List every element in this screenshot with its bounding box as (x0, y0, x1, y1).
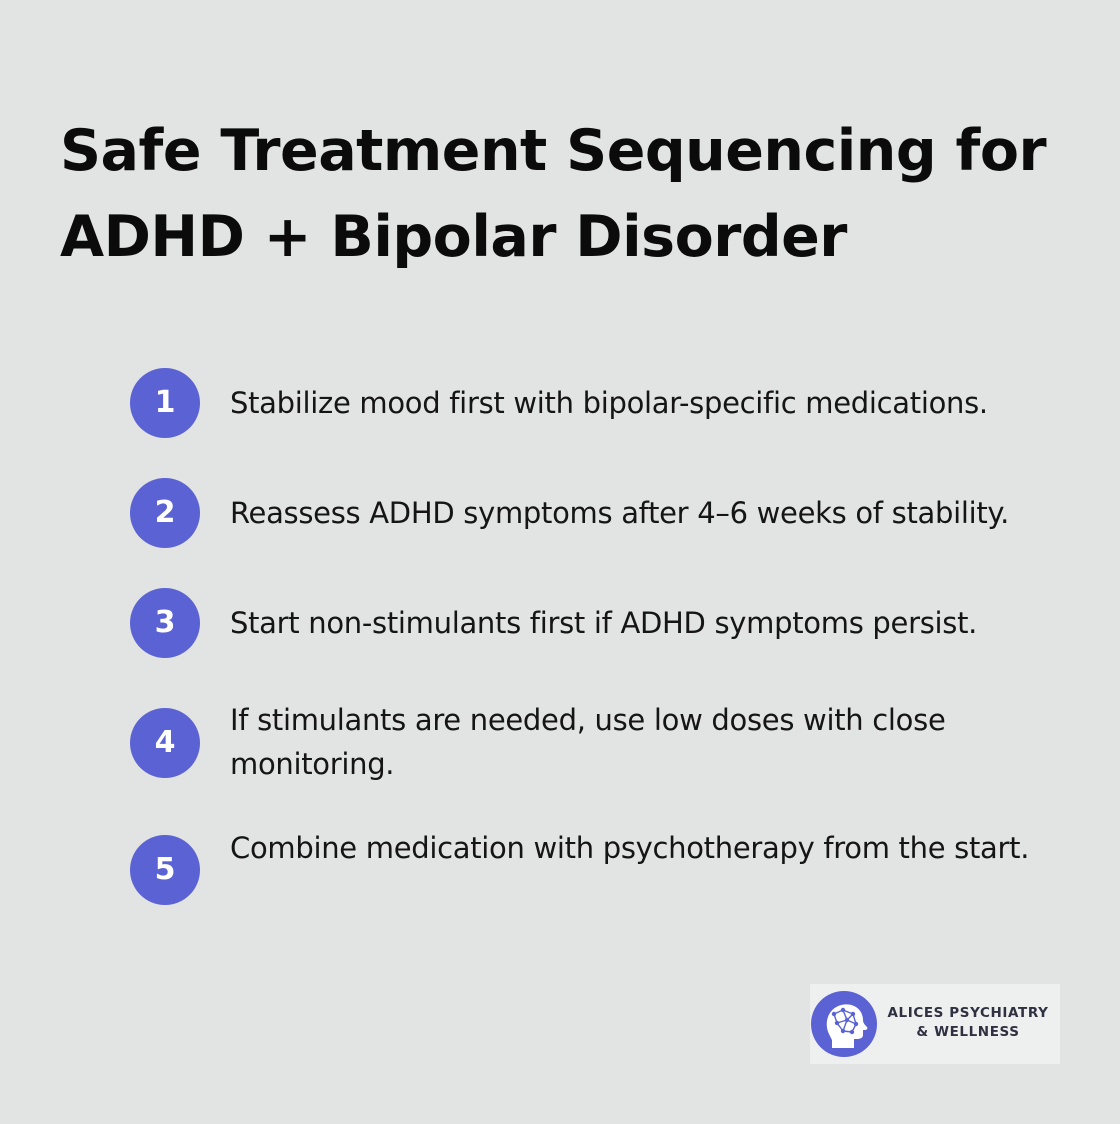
step-text: If stimulants are needed, use low doses with close monitoring. (230, 703, 946, 781)
step-text: Stabilize mood first with bipolar-specific medications. (230, 386, 988, 420)
step-5 (130, 826, 1070, 936)
step-number-badge: 2 (130, 478, 200, 548)
step-text: Start non-stimulants first if ADHD symptoms persist. (230, 606, 978, 640)
step-text: Reassess ADHD symptoms after 4–6 weeks of stability. (230, 496, 1010, 530)
page-title: Safe Treatment Sequencing for ADHD + Bipolar Disorder (60, 118, 1047, 270)
step-text: Combine medication with psychotherapy from the start. (230, 831, 1030, 865)
brand-name-line-2: & WELLNESS (916, 1024, 1020, 1040)
step-number-badge: 1 (130, 368, 200, 438)
brand-logo (810, 984, 1060, 1064)
step-number-badge: 5 (130, 835, 200, 905)
step-4 (130, 698, 1070, 808)
step-3 (130, 588, 1070, 698)
step-1 (130, 368, 1070, 478)
step-2 (130, 478, 1070, 588)
head-brain-network-icon (810, 990, 878, 1058)
brand-name (882, 1004, 1054, 1042)
brand-name-line-1: ALICES PSYCHIATRY (887, 1005, 1049, 1021)
step-number-badge: 3 (130, 588, 200, 658)
step-number-badge: 4 (130, 708, 200, 778)
